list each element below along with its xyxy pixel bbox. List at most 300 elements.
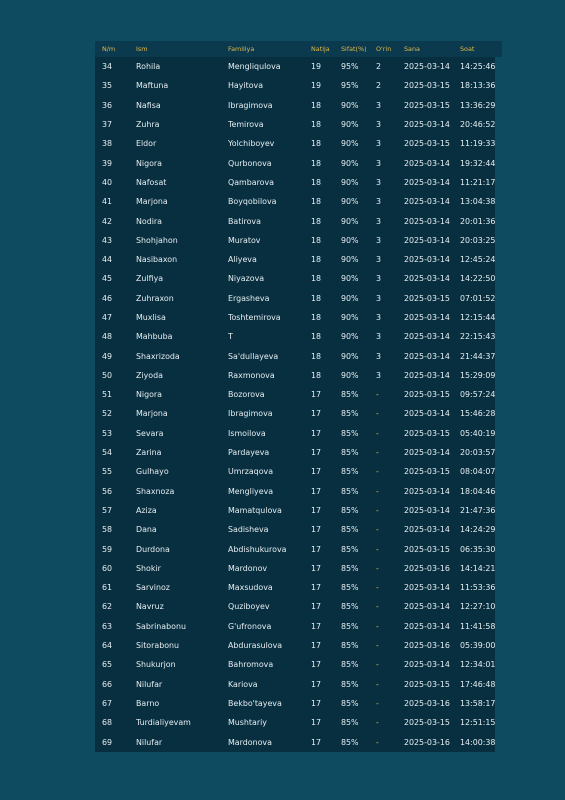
row-number: 63 [102, 621, 113, 631]
row-number: 53 [102, 428, 113, 438]
score-cell: 18 [311, 293, 322, 303]
quality-cell: 85% [341, 525, 359, 535]
time-cell: 09:57:24 [460, 390, 496, 400]
quality-cell: 85% [341, 544, 359, 554]
time-cell: 13:36:29 [460, 100, 496, 110]
quality-cell: 95% [341, 81, 359, 91]
score-cell: 17 [311, 641, 322, 651]
rank-cell: - [376, 409, 379, 419]
first-name-cell: Mahbuba [136, 332, 173, 342]
quality-cell: 85% [341, 602, 359, 612]
row-number: 69 [102, 737, 113, 747]
rank-cell: 3 [376, 332, 382, 342]
column-header-first-name: Ism [136, 41, 228, 57]
table-row [95, 385, 502, 404]
last-name-cell: Maxsudova [228, 583, 273, 593]
date-cell: 2025-03-14 [404, 158, 450, 168]
rank-cell: - [376, 737, 379, 747]
first-name-cell: Marjona [136, 197, 168, 207]
table-row [95, 308, 502, 327]
date-cell: 2025-03-14 [404, 332, 450, 342]
quality-cell: 95% [341, 62, 359, 72]
score-cell: 19 [311, 81, 322, 91]
column-header-quality: Sifat(%) [341, 41, 376, 57]
date-cell: 2025-03-14 [404, 525, 450, 535]
time-cell: 20:01:36 [460, 216, 496, 226]
date-cell: 2025-03-14 [404, 255, 450, 265]
first-name-cell: Zulfiya [136, 274, 164, 284]
rank-cell: 3 [376, 313, 382, 322]
date-cell: 2025-03-15 [404, 390, 450, 400]
score-cell: 17 [311, 544, 322, 554]
table-row [95, 675, 502, 694]
table-row [95, 713, 502, 732]
row-number: 54 [102, 448, 113, 458]
quality-cell: 85% [341, 679, 359, 689]
first-name-cell: Shukurjon [136, 660, 176, 670]
time-cell: 21:47:36 [460, 505, 496, 515]
first-name-cell: Navruz [136, 602, 164, 612]
table-row [95, 96, 502, 115]
rank-cell: - [376, 602, 379, 612]
time-cell: 11:41:58 [460, 621, 496, 631]
score-cell: 17 [311, 602, 322, 612]
first-name-cell: Marjona [136, 409, 168, 419]
table-row [95, 597, 502, 616]
table-row [95, 211, 502, 230]
time-cell: 05:39:00 [460, 641, 496, 651]
score-cell: 17 [311, 448, 322, 458]
first-name-cell: Shaxrizoda [136, 351, 180, 361]
date-cell: 2025-03-14 [404, 216, 450, 226]
score-cell: 17 [311, 467, 322, 477]
first-name-cell: Nilufar [136, 679, 163, 689]
time-cell: 08:04:07 [460, 467, 496, 477]
column-header-last-name: Familiya [228, 41, 311, 57]
rank-cell: 3 [376, 255, 382, 265]
first-name-cell: Eldor [136, 139, 157, 149]
time-cell: 14:22:50 [460, 274, 496, 284]
row-number: 46 [102, 293, 113, 303]
quality-cell: 90% [341, 158, 359, 168]
table-row [95, 443, 502, 462]
quality-cell: 85% [341, 698, 359, 708]
first-name-cell: Ziyoda [136, 370, 163, 380]
table-row [95, 346, 502, 365]
date-cell: 2025-03-14 [404, 409, 450, 419]
time-cell: 13:04:38 [460, 197, 496, 207]
first-name-cell: Nasibaxon [136, 255, 178, 265]
table-row [95, 520, 502, 539]
quality-cell: 90% [341, 274, 359, 284]
time-cell: 12:34:01 [460, 660, 496, 670]
score-cell: 17 [311, 679, 322, 689]
first-name-cell: Nigora [136, 390, 163, 400]
first-name-cell: Sarvinoz [136, 583, 170, 593]
time-cell: 21:44:37 [460, 351, 496, 361]
quality-cell: 90% [341, 370, 359, 380]
rank-cell: - [376, 698, 379, 708]
score-cell: 17 [311, 409, 322, 419]
first-name-cell: Shohjahon [136, 235, 178, 245]
column-header-rank: O'rin [376, 41, 404, 57]
table-row [95, 134, 502, 153]
table-row [95, 57, 502, 76]
score-cell: 18 [311, 332, 322, 342]
last-name-cell: Bahromova [228, 660, 274, 670]
score-cell: 18 [311, 370, 322, 380]
last-name-cell: Hayitova [228, 81, 264, 91]
quality-cell: 90% [341, 255, 359, 265]
time-cell: 12:51:15 [460, 718, 496, 728]
date-cell: 2025-03-15 [404, 100, 450, 110]
score-cell: 18 [311, 216, 322, 226]
rank-cell: - [376, 525, 379, 535]
quality-cell: 90% [341, 120, 359, 130]
time-cell: 18:13:36 [460, 81, 496, 91]
score-cell: 18 [311, 158, 322, 168]
time-cell: 11:53:36 [460, 583, 496, 593]
row-number: 56 [102, 486, 113, 496]
date-cell: 2025-03-15 [404, 679, 450, 689]
first-name-cell: Turdialiyevam [136, 718, 191, 728]
date-cell: 2025-03-14 [404, 351, 450, 361]
quality-cell: 85% [341, 583, 359, 593]
time-cell: 19:32:44 [460, 158, 496, 168]
score-cell: 17 [311, 563, 322, 573]
quality-cell: 85% [341, 448, 359, 458]
last-name-cell: Mushtariy [228, 718, 267, 728]
time-cell: 11:21:17 [460, 177, 496, 187]
rank-cell: 3 [376, 197, 382, 207]
date-cell: 2025-03-16 [404, 563, 450, 573]
first-name-cell: Zarina [136, 448, 162, 458]
last-name-cell: Pardayeva [228, 448, 270, 458]
time-cell: 12:15:44 [460, 313, 496, 322]
quality-cell: 90% [341, 177, 359, 187]
quality-cell: 90% [341, 313, 359, 322]
time-cell: 15:46:28 [460, 409, 496, 419]
time-cell: 14:00:38 [460, 737, 496, 747]
row-number: 61 [102, 583, 113, 593]
row-number: 41 [102, 197, 113, 207]
score-cell: 18 [311, 255, 322, 265]
row-number: 52 [102, 409, 113, 419]
first-name-cell: Nilufar [136, 737, 163, 747]
rank-cell: - [376, 486, 379, 496]
rank-cell: - [376, 621, 379, 631]
rank-cell: - [376, 390, 379, 400]
rank-cell: - [376, 448, 379, 458]
last-name-cell: Muratov [228, 235, 261, 245]
score-cell: 17 [311, 390, 322, 400]
quality-cell: 85% [341, 621, 359, 631]
date-cell: 2025-03-14 [404, 235, 450, 245]
quality-cell: 85% [341, 641, 359, 651]
row-number: 59 [102, 544, 113, 554]
rank-cell: 3 [376, 139, 382, 149]
row-number: 42 [102, 216, 113, 226]
date-cell: 2025-03-15 [404, 81, 450, 91]
results-table [95, 41, 502, 752]
time-cell: 14:14:21 [460, 563, 496, 573]
rank-cell: - [376, 679, 379, 689]
last-name-cell: Ismoilova [228, 428, 266, 438]
first-name-cell: Sevara [136, 428, 164, 438]
table-row [95, 289, 502, 308]
rank-cell: 3 [376, 274, 382, 284]
rank-cell: 3 [376, 235, 382, 245]
row-number: 57 [102, 505, 113, 515]
table-row [95, 559, 502, 578]
score-cell: 18 [311, 274, 322, 284]
table-row [95, 617, 502, 636]
last-name-cell: Umrzaqova [228, 467, 274, 477]
time-cell: 12:45:24 [460, 255, 496, 265]
quality-cell: 85% [341, 563, 359, 573]
first-name-cell: Gulhayo [136, 467, 169, 477]
row-number: 62 [102, 602, 113, 612]
date-cell: 2025-03-14 [404, 621, 450, 631]
score-cell: 18 [311, 177, 322, 187]
table-row [95, 482, 502, 501]
score-cell: 17 [311, 525, 322, 535]
row-number: 48 [102, 332, 113, 342]
table-header-row [95, 41, 502, 57]
quality-cell: 90% [341, 100, 359, 110]
date-cell: 2025-03-14 [404, 197, 450, 207]
row-number: 35 [102, 81, 113, 91]
last-name-cell: G'ufronova [228, 621, 272, 631]
row-number: 51 [102, 390, 113, 400]
time-cell: 13:58:17 [460, 698, 496, 708]
time-cell: 05:40:19 [460, 428, 496, 438]
rank-cell: 3 [376, 293, 382, 303]
rank-cell: 2 [376, 62, 382, 72]
rank-cell: - [376, 467, 379, 477]
date-cell: 2025-03-14 [404, 274, 450, 284]
quality-cell: 85% [341, 467, 359, 477]
date-cell: 2025-03-16 [404, 641, 450, 651]
date-cell: 2025-03-14 [404, 62, 450, 72]
row-number: 43 [102, 235, 113, 245]
date-cell: 2025-03-14 [404, 602, 450, 612]
time-cell: 14:24:29 [460, 525, 496, 535]
time-cell: 15:29:09 [460, 370, 496, 380]
time-cell: 12:27:10 [460, 602, 496, 612]
row-number: 38 [102, 139, 113, 149]
last-name-cell: Yolchiboyev [228, 139, 275, 149]
table-row [95, 231, 502, 250]
column-header-score: Natija [311, 41, 341, 57]
row-number: 50 [102, 370, 113, 380]
table-row [95, 115, 502, 134]
date-cell: 2025-03-14 [404, 505, 450, 515]
date-cell: 2025-03-14 [404, 370, 450, 380]
date-cell: 2025-03-14 [404, 448, 450, 458]
last-name-cell: Boyqobilova [228, 197, 277, 207]
last-name-cell: Qambarova [228, 177, 274, 187]
first-name-cell: Sitorabonu [136, 641, 180, 651]
last-name-cell: Sadisheva [228, 525, 269, 535]
first-name-cell: Zuhra [136, 120, 160, 130]
score-cell: 17 [311, 621, 322, 631]
column-header-date: Sana [404, 41, 460, 57]
score-cell: 18 [311, 313, 322, 322]
quality-cell: 85% [341, 737, 359, 747]
date-cell: 2025-03-14 [404, 486, 450, 496]
date-cell: 2025-03-15 [404, 428, 450, 438]
date-cell: 2025-03-15 [404, 139, 450, 149]
table-row [95, 462, 502, 481]
rank-cell: - [376, 428, 379, 438]
rank-cell: 3 [376, 177, 382, 187]
quality-cell: 90% [341, 139, 359, 149]
column-header-number: N/m [95, 41, 136, 57]
score-cell: 18 [311, 120, 322, 130]
rank-cell: 3 [376, 100, 382, 110]
rank-cell: 2 [376, 81, 382, 91]
table-row [95, 192, 502, 211]
first-name-cell: Nafisa [136, 100, 161, 110]
table-row [95, 76, 502, 95]
score-cell: 17 [311, 583, 322, 593]
quality-cell: 85% [341, 718, 359, 728]
score-cell: 17 [311, 737, 322, 747]
table-row [95, 269, 502, 288]
row-number: 36 [102, 100, 113, 110]
last-name-cell: Raxmonova [228, 370, 275, 380]
last-name-cell: Mamatqulova [228, 505, 282, 515]
last-name-cell: Quziboyev [228, 602, 270, 612]
score-cell: 17 [311, 698, 322, 708]
first-name-cell: Nodira [136, 216, 163, 226]
quality-cell: 85% [341, 428, 359, 438]
results-sheet [95, 41, 495, 752]
quality-cell: 90% [341, 351, 359, 361]
rank-cell: - [376, 718, 379, 728]
last-name-cell: Batirova [228, 216, 261, 226]
last-name-cell: Kariova [228, 679, 258, 689]
last-name-cell: T [228, 332, 233, 342]
quality-cell: 85% [341, 505, 359, 515]
rank-cell: 3 [376, 216, 382, 226]
score-cell: 18 [311, 197, 322, 207]
quality-cell: 90% [341, 332, 359, 342]
table-row [95, 153, 502, 172]
date-cell: 2025-03-15 [404, 293, 450, 303]
date-cell: 2025-03-15 [404, 544, 450, 554]
row-number: 58 [102, 525, 113, 535]
last-name-cell: Mardonov [228, 563, 268, 573]
first-name-cell: Sabrinabonu [136, 621, 186, 631]
date-cell: 2025-03-14 [404, 660, 450, 670]
row-number: 37 [102, 120, 113, 130]
last-name-cell: Toshtemirova [228, 313, 281, 322]
time-cell: 06:35:30 [460, 544, 496, 554]
row-number: 64 [102, 641, 113, 651]
score-cell: 17 [311, 505, 322, 515]
quality-cell: 85% [341, 409, 359, 419]
row-number: 65 [102, 660, 113, 670]
first-name-cell: Muxlisa [136, 313, 166, 322]
row-number: 44 [102, 255, 113, 265]
last-name-cell: Mardonova [228, 737, 272, 747]
quality-cell: 90% [341, 197, 359, 207]
score-cell: 17 [311, 718, 322, 728]
last-name-cell: Abdurasulova [228, 641, 283, 651]
first-name-cell: Nafosat [136, 177, 167, 187]
table-row [95, 694, 502, 713]
rank-cell: - [376, 563, 379, 573]
date-cell: 2025-03-14 [404, 313, 450, 322]
row-number: 49 [102, 351, 113, 361]
first-name-cell: Rohila [136, 62, 161, 72]
last-name-cell: Ibragimova [228, 409, 273, 419]
quality-cell: 85% [341, 390, 359, 400]
first-name-cell: Shaxnoza [136, 486, 175, 496]
time-cell: 14:25:46 [460, 62, 496, 72]
last-name-cell: Ibragimova [228, 100, 273, 110]
row-number: 67 [102, 698, 113, 708]
row-number: 45 [102, 274, 113, 284]
rank-cell: 3 [376, 370, 382, 380]
score-cell: 19 [311, 62, 322, 72]
table-body [95, 57, 502, 752]
last-name-cell: Mengliyeva [228, 486, 274, 496]
first-name-cell: Maftuna [136, 81, 169, 91]
date-cell: 2025-03-14 [404, 120, 450, 130]
first-name-cell: Zuhraxon [136, 293, 174, 303]
time-cell: 11:19:33 [460, 139, 496, 149]
row-number: 68 [102, 718, 113, 728]
table-row [95, 732, 502, 751]
date-cell: 2025-03-16 [404, 698, 450, 708]
last-name-cell: Aliyeva [228, 255, 257, 265]
time-cell: 18:04:46 [460, 486, 496, 496]
rank-cell: 3 [376, 120, 382, 130]
score-cell: 17 [311, 486, 322, 496]
table-row [95, 578, 502, 597]
column-header-time: Soat [460, 41, 502, 57]
row-number: 40 [102, 177, 113, 187]
first-name-cell: Nigora [136, 158, 163, 168]
first-name-cell: Shokir [136, 563, 161, 573]
last-name-cell: Abdishukurova [228, 544, 287, 554]
table-row [95, 250, 502, 269]
date-cell: 2025-03-15 [404, 467, 450, 477]
table-row [95, 404, 502, 423]
rank-cell: - [376, 660, 379, 670]
table-row [95, 366, 502, 385]
last-name-cell: Qurbonova [228, 158, 272, 168]
score-cell: 18 [311, 351, 322, 361]
table-row [95, 655, 502, 674]
score-cell: 17 [311, 660, 322, 670]
last-name-cell: Temirova [228, 120, 264, 130]
time-cell: 20:46:52 [460, 120, 496, 130]
quality-cell: 85% [341, 660, 359, 670]
time-cell: 20:03:57 [460, 448, 496, 458]
quality-cell: 90% [341, 293, 359, 303]
rank-cell: - [376, 641, 379, 651]
row-number: 39 [102, 158, 113, 168]
score-cell: 18 [311, 235, 322, 245]
date-cell: 2025-03-14 [404, 177, 450, 187]
rank-cell: 3 [376, 158, 382, 168]
row-number: 34 [102, 62, 113, 72]
table-row [95, 173, 502, 192]
